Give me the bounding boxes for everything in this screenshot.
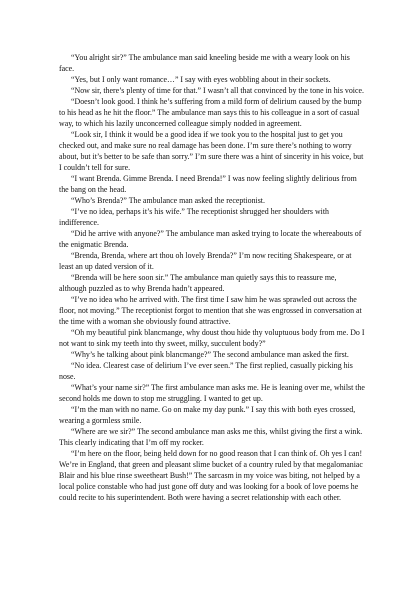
paragraph: “I’m here on the floor, being held down for no good reason that I can think of. Oh yes I can! We’re in England, that green and pleasant slime bucket of a country ruled by that megalomaniac Blair and his blue rinse sweetheart Bush!” The sarcasm in my voice was biting, not helped by a local police constable who had just gone off duty and was looking for a book of love poems he could recite to his superintendent. Both were having a secret relationship with each other.: [59, 449, 363, 502]
paragraph: “I’ve no idea, perhaps it’s his wife.” The receptionist shrugged her shoulders with indifference.: [59, 207, 329, 227]
paragraph: “Why’s he talking about pink blancmange?” The second ambulance man asked the first.: [71, 350, 349, 359]
paragraph: “Look sir, I think it would be a good idea if we took you to the hospital just to get you checked out, and make sure no real damage has been done. I’m sure there’s nothing to worry about, but it’s better to be safe than sorry.” I’m sure there was a hint of sincerity in his voice, but I couldn’t tell for sure.: [59, 130, 364, 172]
paragraph: “You alright sir?” The ambulance man said kneeling beside me with a weary look on his face.: [59, 53, 350, 73]
paragraph: “Oh my beautiful pink blancmange, why doust thou hide thy voluptuous body from me. Do I not want to sink my teeth into thy sweet, milky, succulent body?”: [59, 328, 365, 348]
paragraph: “Yes, but I only want romance…” I say with eyes wobbling about in their sockets.: [71, 75, 331, 84]
paragraph: “Doesn’t look good. I think he’s suffering from a mild form of delirium caused by the bump to his head as he hit the floor.” The ambulance man says this to his colleague in a sort of casual way, to which his lazily unconcerned colleague simply nodded in agreement.: [59, 97, 362, 128]
paragraph: “I’m the man with no name. Go on make my day punk.” I say this with both eyes crossed, wearing a gormless smile.: [59, 405, 356, 425]
paragraph: “Brenda will be here soon sir.” The ambulance man quietly says this to reassure me, although puzzled as to why Brenda hadn’t appeared.: [59, 273, 337, 293]
paragraph: “Who’s Brenda?” The ambulance man asked the receptionist.: [71, 196, 265, 205]
paragraph: “I want Brenda. Gimme Brenda. I need Brenda!” I was now feeling slightly delirious from the bang on the head.: [59, 174, 357, 194]
paragraph: “No idea. Clearest case of delirium I’ve ever seen.” The first replied, casually picking his nose.: [59, 361, 353, 381]
document-page: [59, 52, 365, 503]
paragraph: “Now sir, there’s plenty of time for that.” I wasn’t all that convinced by the tone in his voice.: [71, 86, 364, 95]
paragraph: “Where are we sir?” The second ambulance man asks me this, whilst giving the first a wink. This clearly indicating that I’m off my rocker.: [59, 427, 363, 447]
paragraph: “Brenda, Brenda, where art thou oh lovely Brenda?” I’m now reciting Shakespeare, or at least an up dated version of it.: [59, 251, 352, 271]
paragraph: “I’ve no idea who he arrived with. The first time I saw him he was sprawled out across the floor, not moving.” The receptionist forgot to mention that she was engrossed in conversation at the time with a woman she obviously found attractive.: [59, 295, 362, 326]
paragraph: “Did he arrive with anyone?” The ambulance man asked trying to locate the whereabouts of the enigmatic Brenda.: [59, 229, 362, 249]
paragraph: “What’s your name sir?” The first ambulance man asks me. He is leaning over me, whilst the second holds me down to stop me struggling. I wanted to get up.: [59, 383, 365, 403]
